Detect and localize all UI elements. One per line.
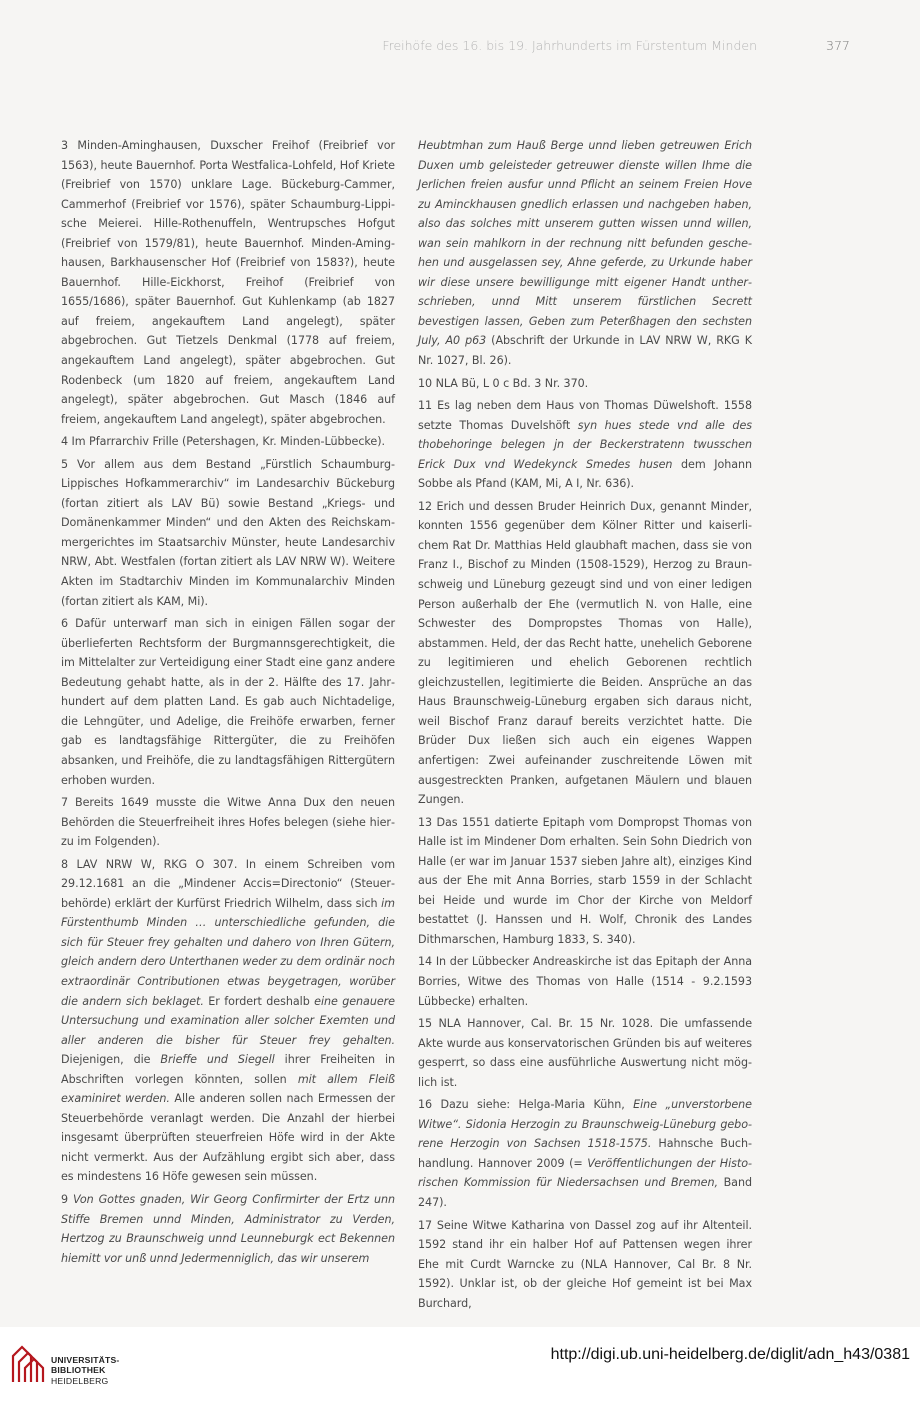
- footnote-text: 5 Vor allem aus dem Bestand „Fürstlich Schaumburg-Lippisches Hofkammerarchiv“ im Landesarchiv Bückeburg (fortan zitiert als LAV Bü) sowie Bestand „Kriegs- und Domänenkammer Minden“ und den Akten des Reichskammergerichtes im Staatsarchiv Münster, heute Landesarchiv NRW, Abt. Westfalen (fortan zitiert als LAV NRW W). Weitere Akten im Stadtarchiv Minden im Kommunalarchiv Minden (fortan zitiert als KAM, Mi).: [61, 457, 395, 608]
- footnote-italic-text: Brieffe und Siegell: [160, 1053, 275, 1067]
- footnote: [61, 855, 395, 1187]
- footnote-text: Er fordert deshalb: [203, 994, 315, 1008]
- footnote: [418, 1095, 752, 1212]
- footnote-text: Alle anderen sollen nach Ermessen der Steuerbehörde veranlagt werden. Die Anzahl der hierbei insgesamt überprüften steuerfreien Höfe wird in der Akte nicht vermerkt. Aus der Aufzählung ergibt sich aber, dass es mindestens 16 Höfe gewesen sein müssen.: [61, 1092, 395, 1184]
- footnote: [418, 1014, 752, 1092]
- footnote: [418, 136, 752, 371]
- footnote: [61, 614, 395, 790]
- footer-bar: [0, 1327, 920, 1403]
- library-name-line3: HEIDELBERG: [51, 1375, 109, 1386]
- footnote-text: 9: [61, 1192, 73, 1206]
- footnote-italic-text: Von Gottes gnaden, Wir Georg Confirmirter der Ertz unn Stiffe Bremen unnd Minden, Administrator zu Verden, Hertzog zu Braunschweig unnd Leunneburgk ect Bekennen hiemitt vor unß unnd Jedermenniglich, das wir unserem: [61, 1192, 396, 1265]
- footnote-text: 13 Das 1551 datierte Epitaph vom Dompropst Thomas von Halle ist im Mindener Dom erhalten. Sein Sohn Diedrich von Halle (er war im Januar 1537 sieben Jahre alt), einziges Kind aus der Ehe mit Anna Borries, starb 1559 in der Schlacht bei Heide und wurde im Chor der Kirche von Meldorf bestattet (J. Hanssen und H. Wolf, Chronik des Landes Dithmarschen, Hamburg 1833, S. 340).: [418, 815, 752, 946]
- footnote-text: 12 Erich und dessen Bruder Heinrich Dux, genannt Minder, konnten 1556 gegenüber dem Kölner Ritter und kaiserlichem Rat Dr. Matthias Held glaubhaft machen, dass sie von Franz I., Bischof zu Minden (1508-1529), Herzog zu Braunschweig und Lüneburg gezeugt sind und von einer ledigen Person außerhalb der Ehe (vermutlich N. von Halle, eine Schwester des Dompropstes Thomas von Halle), abstammen. Held, der das Recht hatte, unehelich Geborene zu legitimieren und ehelich Geborenen rechtlich gleichzustellen, legitimierte die Beiden. Ansprüche an das Haus Braunschweig-Lüneburg ergaben sich daraus nicht, weil Bischof Franz darauf bereits verzichtet hatte. Die Brüder Dux ließen sich auch ein eigenes Wappen anfertigen: Zwei aufeinander zuschreitende Löwen mit ausgestreckten Pranken, aufgetanen Mäulern und blauen Zungen.: [418, 499, 752, 807]
- footnote-italic-text: eine genauere Untersuchung und examination aller solcher Exemten und aller anderen die bisher für Steuer frey gehalten.: [61, 994, 395, 1047]
- footnote: [61, 793, 395, 852]
- footnote: [418, 1216, 752, 1314]
- footnote-text: 4 Im Pfarrarchiv Frille (Petershagen, Kr. Minden-Lübbecke).: [61, 435, 386, 449]
- footnote-italic-text: im Fürstenthumb Minden … unterschiedliche gefunden, die sich für Steuer frey gehalten und dahero von Ihren Gütern, gleich andern dero Unterthanen weder zu dem ordinär noch extraordinär Contributionen etwas beygetragen, worüber die andern sich beklaget.: [61, 896, 395, 1008]
- footnote-text: 3 Minden-Aminghausen, Duxscher Freihof (Freibrief vor 1563), heute Bauernhof. Porta Westfalica-Lohfeld, Hof Kriete (Freibrief von 1570) unklare Lage. Bückeburg-Cammer, Cammerhof (Freibrief vor 1576), später Schaumburg-Lippische Meierei. Hille-Rothenuffeln, Wentrupsches Hofgut (Freibrief von 1579/81), heute Bauernhof. Minden-Aminghausen, Barkhausenscher Hof (Freibrief von 1583?), heute Bauernhof. Hille-Eickhorst, Freihof (Freibrief von 1655/1686), später Bauernhof. Gut Kuhlenkamp (ab 1827 auf freiem, angekauftem Land angelegt), später abgebrochen. Gut Tietzels Denkmal (1778 auf freiem, angekauftem Land angelegt), später abgebrochen. Gut Rodenbeck (um 1820 auf freiem, angekauftem Land angelegt), später abgebrochen. Gut Masch (1846 auf freiem, angekauftem Land angelegt), später abgebrochen.: [61, 139, 395, 426]
- footnote: [418, 497, 752, 810]
- footnote-italic-text: mit allem Fleiß examiniret werden.: [61, 1072, 396, 1106]
- library-name-line1: UNIVERSITÄTS-: [51, 1355, 120, 1365]
- footnote: [61, 432, 395, 452]
- library-name: [51, 1355, 120, 1386]
- running-header: [0, 38, 920, 58]
- university-library-logo-icon: [10, 1342, 46, 1386]
- footnote-text: 8 LAV NRW W, RKG O 307. In einem Schreiben vom 29.12.1681 an die „Mindener Accis=Directonio“ (Steuerbehörde) erklärt der Kurfürst Friedrich Wilhelm, dass sich: [61, 857, 395, 910]
- footnote: [418, 952, 752, 1011]
- library-name-line2: BIBLIOTHEK: [51, 1365, 106, 1376]
- footnote-text: ihrer Freiheiten in Abschriften vorlegen könnten, sollen: [61, 1053, 395, 1086]
- footnote-text: 15 NLA Hannover, Cal. Br. 15 Nr. 1028. Die umfassende Akte wurde aus konservatorischen Gründen bis auf weiteres gesperrt, so dass eine ausführliche Auswertung nicht möglich ist.: [418, 1017, 752, 1089]
- footnote: [418, 396, 752, 494]
- footnote-text: Hahnsche Buchhandlung. Hannover 2009 (=: [418, 1137, 752, 1170]
- footnote-italic-text: Heubtmhan zum Hauß Berge unnd lieben getreuwen Erich Duxen umb geleisteder getreuwer dienste willen Ihme die Jerlichen freien ausfur unnd Pflicht an seinem Freien Hove zu Aminckhausen gnedlich erlassen und nachgeben haben, also das solches mitt unserem gutten wissen unnd willen, wan sein mahlkorn in der rechnung nitt befunden geschehen und ausgelassen sey, Ahne geferde, zu Urkunde haber wir diese unsere bewilligunge mitt eigener Handt untherschrieben, unnd Mitt unserem fürstlichen Secrett bevestigen lassen, Geben zum Peterßhagen den sechsten July, A0 p63: [418, 139, 752, 348]
- source-url-link[interactable]: http://digi.ub.uni-heidelberg.de/diglit/adn_h43/0381: [550, 1346, 910, 1363]
- footnote: [61, 136, 395, 429]
- footnote-italic-text: Eine „unverstorbene Witwe“. Sidonia Herzogin zu Braunschweig-Lüneburg geborene Herzogin von Sachsen 1518-1575.: [418, 1098, 752, 1151]
- footnote: [61, 455, 395, 611]
- running-title: Freihöfe des 16. bis 19. Jahrhunderts im Fürstentum Minden: [382, 38, 757, 53]
- footnote-text: 16 Dazu siehe: Helga-Maria Kühn,: [418, 1098, 634, 1112]
- footnote-text: 7 Bereits 1649 musste die Witwe Anna Dux den neuen Behörden die Steuerfreiheit ihres Hofes belegen (siehe hierzu im Folgenden).: [61, 796, 395, 849]
- footnote-text: 14 In der Lübbecker Andreaskirche ist das Epitaph der Anna Borries, Witwe des Thomas von Halle (1514 - 9.2.1593 Lübbecke) erhalten.: [418, 955, 752, 1008]
- footnote: [418, 813, 752, 950]
- footnotes-right-column: [418, 136, 752, 1316]
- footnote-text: (Abschrift der Urkunde in LAV NRW W, RKG K Nr. 1027, Bl. 26).: [418, 334, 752, 368]
- footnote-text: 11 Es lag neben dem Haus von Thomas Düwelshoft. 1558 setzte Thomas Duvelshöft: [418, 399, 752, 432]
- page-number: 377: [826, 38, 850, 53]
- footnote-text: 17 Seine Witwe Katharina von Dassel zog auf ihr Altenteil. 1592 stand ihr ein halber Hof auf Pattensen wegen ihrer Ehe mit Curdt Warncke zu (NLA Hannover, Cal Br. 8 Nr. 1592). Unklar ist, ob der gleiche Hof gemeint ist bei Max Burchard,: [418, 1218, 752, 1310]
- footnote: [61, 1190, 395, 1268]
- footnote-text: 10 NLA Bü, L 0 c Bd. 3 Nr. 370.: [418, 376, 589, 390]
- footnote: [418, 374, 752, 394]
- footnote-italic-text: syn hues stede vnd alle des thobehoringe belegen jn der Beckerstratenn twusschen Erick Dux vnd Wedekynck Smedes husen: [418, 418, 753, 471]
- footnote-text: 6 Dafür unterwarf man sich in einigen Fällen sogar der überlieferten Rechtsform der Burgmannsgerechtigkeit, die im Mittelalter zur Verteidigung einer Stadt eine ganz andere Bedeutung gehabt hatte, als in der 2. Hälfte des 17. Jahrhundert auf dem platten Land. Es gab auch Nichtadelige, die Lehngüter, und Adelige, die Freihöfe erwarben, ferner gab es landtagsfähige Rittergüter, die zu Freihöfen absanken, und Freihöfe, die zu landtagsfähigen Rittergütern erhoben wurden.: [61, 617, 395, 787]
- footnote-text: dem Johann Sobbe als Pfand (KAM, Mi, A I, Nr. 636).: [418, 457, 753, 491]
- footnotes-left-column: [61, 136, 395, 1271]
- footnote-text: Diejenigen, die: [61, 1053, 161, 1067]
- footnote-italic-text: Veröffentlichungen der Historischen Kommission für Niedersachsen und Bremen,: [418, 1156, 752, 1190]
- footnote-text: Band 247).: [418, 1176, 752, 1209]
